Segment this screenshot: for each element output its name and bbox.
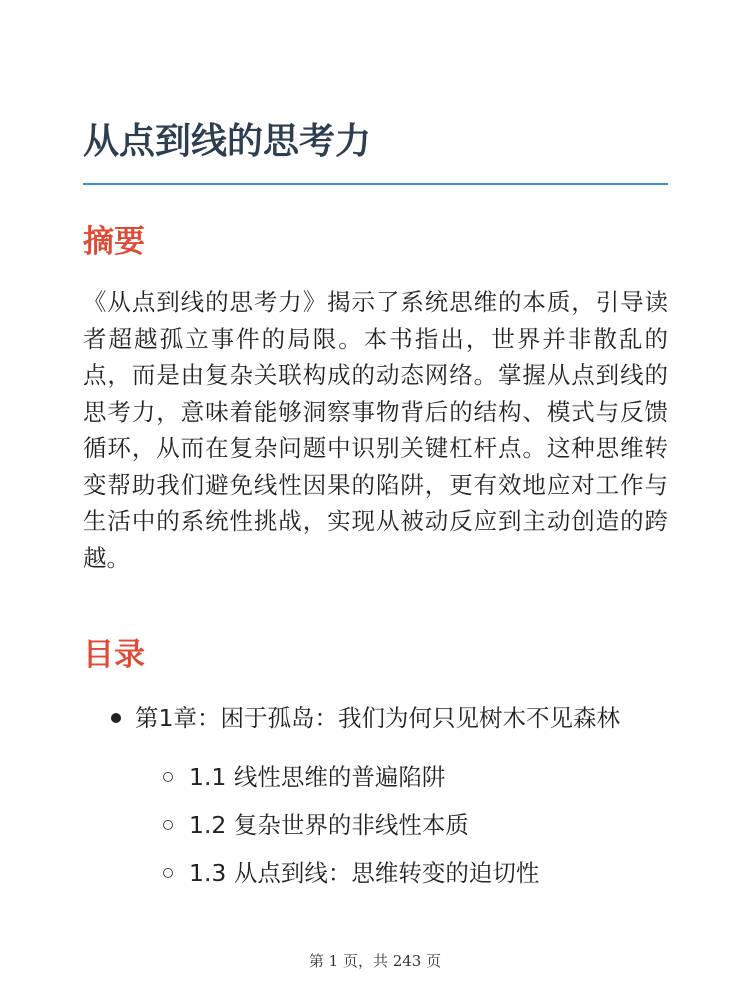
toc-section-label: 1.1 线性思维的普遍陷阱 [189,762,446,791]
toc-chapter-label: 第1章：困于孤岛：我们为何只见树木不见森林 [135,704,620,732]
page-number-footer: 第 1 页，共 243 页 [308,952,442,970]
title-divider [83,183,668,185]
toc-section-1-1[interactable] [83,759,668,807]
summary-heading: 摘要 [83,224,145,260]
toc-section-label: 1.3 从点到线：思维转变的迫切性 [189,858,540,887]
hollow-bullet-icon [163,868,173,878]
toc-chapter-1-sections [83,759,668,903]
table-of-contents [83,700,668,903]
toc-section-1-3[interactable] [83,855,668,903]
toc-section-label: 1.2 复杂世界的非线性本质 [189,810,469,839]
toc-section-1-2[interactable] [83,807,668,855]
toc-chapter-1[interactable] [83,700,668,737]
summary-paragraph: 《从点到线的思考力》揭示了系统思维的本质，引导读者超越孤立事件的局限。本书指出，世界并非散乱的点，而是由复杂关联构成的动态网络。掌握从点到线的思考力，意味着能够洞察事物背后的结构、模式与反馈循环，从而在复杂问题中识别关键杠杆点。这种思维转变帮助我们避免线性因果的陷阱，更有效地应对工作与生活中的系统性挑战，实现从被动反应到主动创造的跨越。 [83,288,668,572]
hollow-bullet-icon [163,772,173,782]
book-title: 从点到线的思考力 [83,121,372,162]
toc-heading: 目录 [83,637,145,673]
filled-bullet-icon [111,713,121,723]
hollow-bullet-icon [163,820,173,830]
